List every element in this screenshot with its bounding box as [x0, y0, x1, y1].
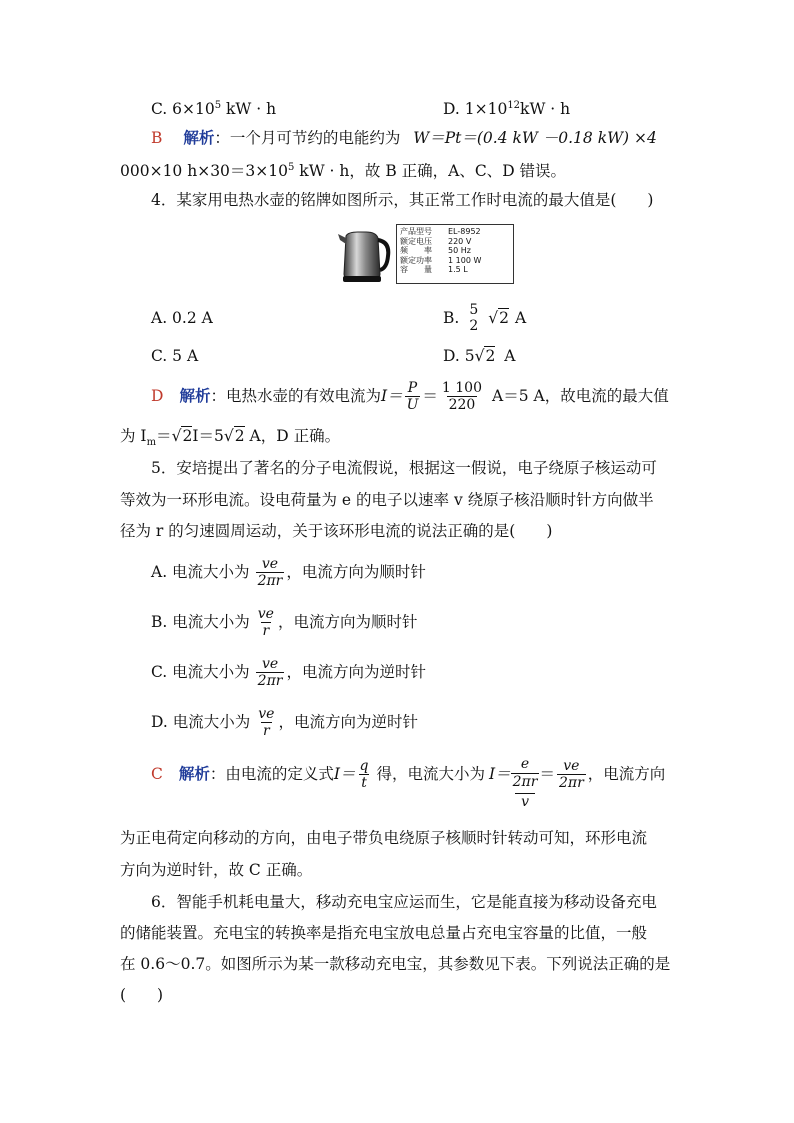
- q5-answer-line1: C 解析 ：由电流的定义式 I＝ $\frac{q}{t}$ 得，电流大小为 I＝ e 2πr v ＝ $\frac{ve}{2\pi r}$ ，电流方向: [151, 756, 666, 810]
- q5-answer-line3: 方向为逆时针，故 C 正确。: [120, 861, 313, 879]
- q3-option-d: D. $1\times 10^{12}kW \cdot h$: [443, 100, 571, 119]
- q5-option-d: D. 电流大小为 $\frac{ve}{r}$ ，电流方向为逆时针: [151, 705, 418, 739]
- nameplate-table: 产品型号 EL-8952 额定电压 220 V 频 率 50 Hz 额定功率 1 100 W 容 量 1.5 L: [396, 224, 514, 284]
- answer-letter: D: [151, 387, 164, 405]
- nested-fraction: e 2πr v: [512, 756, 538, 810]
- q4-option-d: D. 5√2 A: [443, 347, 516, 365]
- q3-option-c: C. $6\times 10^5$ kW · h: [151, 100, 277, 119]
- q5-stem-line3: 径为 r 的匀速圆周运动，关于该环形电流的说法正确的是( ): [120, 522, 553, 540]
- q6-line2: 的储能装置。充电宝的转换率是指充电宝放电总量占充电宝容量的比值，一般: [120, 924, 648, 942]
- q4-stem: 4．某家用电热水壶的铭牌如图所示，其正常工作时电流的最大值是( ): [151, 191, 654, 209]
- q5-option-c: C. 电流大小为 $\frac{ve}{2\pi r}$ ，电流方向为逆时针: [151, 655, 426, 689]
- q6-line4: ( ): [120, 986, 164, 1004]
- q5-option-b: B. 电流大小为 $\frac{ve}{r}$ ，电流方向为顺时针: [151, 605, 418, 639]
- q4-option-b: B. 5 2 √2 A: [443, 302, 527, 334]
- answer-letter: C: [151, 765, 163, 783]
- analysis-label: 解析: [178, 764, 210, 783]
- answer-letter: B: [151, 129, 163, 147]
- q3-answer-line2: 000×10 $h\times 30=3\times 10^5$ kW · h，故 B 正确，A、C、D 错误。: [120, 162, 567, 181]
- q6-line3: 在 0.6～0.7。如图所示为某一款移动充电宝，其参数见下表。下列说法正确的是: [120, 955, 671, 973]
- analysis-label: 解析: [183, 128, 215, 147]
- q5-answer-line2: 为正电荷定向移动的方向，由电子带负电绕原子核顺时针转动可知，环形电流: [120, 829, 648, 847]
- q4-answer-line2: 为 $I_m=√2I=5√2$ A，D 正确。: [120, 427, 341, 449]
- q4-answer-line1: D 解析 ：电热水壶的有效电流为 I＝ $\frac{P}{U}$ ＝ $\frac{1 100}{220}$ A＝5 A，故电流的最大值: [151, 379, 669, 413]
- q4-option-c: C. 5 A: [151, 347, 199, 365]
- q6-line1: 6．智能手机耗电量大，移动充电宝应运而生，它是能直接为移动设备充电: [151, 893, 657, 911]
- q4-option-a: A. 0.2 A: [151, 309, 213, 327]
- kettle-icon: [336, 226, 392, 284]
- q5-stem-line1: 5．安培提出了著名的分子电流假说，根据这一假说，电子绕原子核运动可: [151, 459, 657, 477]
- q5-stem-line2: 等效为一环形电流。设电荷量为 e 的电子以速率 v 绕原子核沿顺时针方向做半: [120, 491, 654, 509]
- analysis-label: 解析: [179, 386, 211, 405]
- q3-answer-line1: B 解析：一个月可节约的电能约为 W＝Pt＝(0.4 kW －0.18 kW) ×4: [151, 128, 657, 147]
- q5-option-a: A. 电流大小为 $\frac{ve}{2\pi r}$ ，电流方向为顺时针: [151, 555, 426, 589]
